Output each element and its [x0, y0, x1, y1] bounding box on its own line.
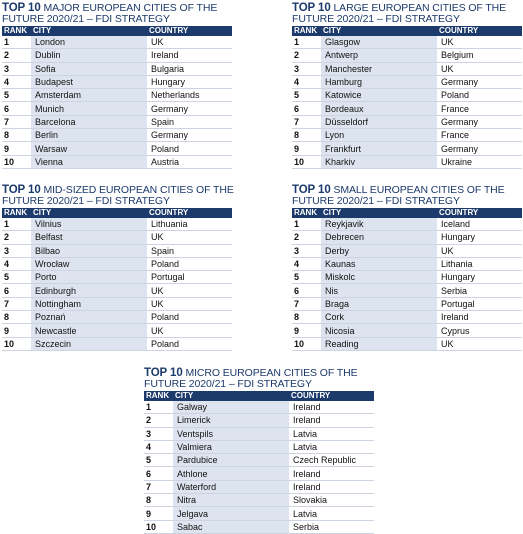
- rank-cell: 3: [2, 62, 31, 75]
- country-cell: Latvia: [289, 507, 374, 520]
- table-row: [2, 311, 232, 324]
- country-cell: UK: [437, 337, 522, 350]
- city-cell: Vilnius: [31, 218, 147, 231]
- city-cell: Reykjavik: [321, 218, 437, 231]
- title-line-2: FUTURE 2020/21 – FDI STRATEGY: [292, 195, 460, 207]
- header-country: COUNTRY: [437, 208, 522, 218]
- country-cell: Spain: [147, 115, 232, 128]
- city-cell: Amsterdam: [31, 89, 147, 102]
- city-cell: Katowice: [321, 89, 437, 102]
- rank-cell: 10: [2, 337, 31, 350]
- city-cell: Antwerp: [321, 49, 437, 62]
- city-cell: Waterford: [173, 480, 289, 493]
- rank-cell: 5: [292, 271, 321, 284]
- header-country: COUNTRY: [437, 26, 522, 36]
- table-row: [2, 297, 232, 310]
- table-row: [144, 467, 374, 480]
- table-row: [292, 62, 522, 75]
- rank-cell: 6: [2, 284, 31, 297]
- table-row: [292, 284, 522, 297]
- country-cell: France: [437, 129, 522, 142]
- country-cell: Belgium: [437, 49, 522, 62]
- country-cell: UK: [147, 231, 232, 244]
- rank-cell: 10: [292, 337, 321, 350]
- table-block-mid-sized: [2, 185, 232, 351]
- table-header-row: [2, 26, 232, 36]
- rank-cell: 3: [292, 244, 321, 257]
- city-cell: Hamburg: [321, 75, 437, 88]
- city-cell: Lyon: [321, 129, 437, 142]
- header-city: CITY: [31, 26, 147, 36]
- country-cell: Germany: [147, 102, 232, 115]
- country-cell: UK: [437, 36, 522, 49]
- block-title: [292, 185, 522, 207]
- table-row: [292, 49, 522, 62]
- country-cell: Poland: [437, 89, 522, 102]
- city-cell: Galway: [173, 401, 289, 414]
- city-cell: Sofia: [31, 62, 147, 75]
- block-title: [2, 3, 232, 25]
- header-country: COUNTRY: [147, 26, 232, 36]
- rank-cell: 8: [144, 494, 173, 507]
- table-block-major: [2, 3, 232, 169]
- table-row: [144, 401, 374, 414]
- table-row: [292, 115, 522, 128]
- table-row: [2, 36, 232, 49]
- table-row: [292, 337, 522, 350]
- country-cell: France: [437, 102, 522, 115]
- rank-cell: 4: [292, 75, 321, 88]
- header-rank: RANK: [2, 26, 31, 36]
- table-block-large: [292, 3, 522, 169]
- table-row: [2, 142, 232, 155]
- table-block-small: [292, 185, 522, 351]
- table-row: [292, 129, 522, 142]
- rank-cell: 7: [2, 115, 31, 128]
- country-cell: Czech Republic: [289, 454, 374, 467]
- table-header-row: [144, 391, 374, 401]
- city-cell: Manchester: [321, 62, 437, 75]
- rank-cell: 9: [292, 324, 321, 337]
- table-row: [2, 89, 232, 102]
- table-row: [292, 218, 522, 231]
- city-cell: Berlin: [31, 129, 147, 142]
- city-cell: Jelgava: [173, 507, 289, 520]
- table-row: [292, 155, 522, 168]
- country-cell: Hungary: [437, 271, 522, 284]
- rank-cell: 1: [292, 36, 321, 49]
- header-city: CITY: [173, 391, 289, 401]
- country-cell: Cyprus: [437, 324, 522, 337]
- table-row: [144, 440, 374, 453]
- city-cell: Cork: [321, 311, 437, 324]
- rank-cell: 2: [292, 49, 321, 62]
- title-lead: TOP 10: [144, 367, 183, 379]
- table-row: [2, 324, 232, 337]
- block-title: [2, 185, 232, 207]
- city-cell: Nicosia: [321, 324, 437, 337]
- table-block-micro: [144, 368, 374, 534]
- city-cell: Porto: [31, 271, 147, 284]
- title-lead: TOP 10: [292, 2, 331, 14]
- title-line-2: FUTURE 2020/21 – FDI STRATEGY: [2, 195, 170, 207]
- rank-cell: 3: [144, 427, 173, 440]
- table-row: [2, 244, 232, 257]
- country-cell: Ireland: [289, 480, 374, 493]
- city-cell: Warsaw: [31, 142, 147, 155]
- rank-cell: 5: [144, 454, 173, 467]
- rank-cell: 5: [292, 89, 321, 102]
- table-row: [292, 231, 522, 244]
- country-cell: Poland: [147, 142, 232, 155]
- rank-cell: 9: [292, 142, 321, 155]
- city-cell: Bilbao: [31, 244, 147, 257]
- table-row: [292, 89, 522, 102]
- country-cell: Netherlands: [147, 89, 232, 102]
- city-cell: Valmiera: [173, 440, 289, 453]
- rank-cell: 1: [292, 218, 321, 231]
- table-row: [292, 75, 522, 88]
- city-cell: Sabac: [173, 520, 289, 533]
- ranking-table: [292, 26, 522, 169]
- rank-cell: 8: [292, 311, 321, 324]
- country-cell: UK: [147, 284, 232, 297]
- rank-cell: 7: [292, 297, 321, 310]
- table-row: [2, 257, 232, 270]
- city-cell: Barcelona: [31, 115, 147, 128]
- country-cell: Germany: [147, 129, 232, 142]
- rank-cell: 4: [2, 257, 31, 270]
- rank-cell: 6: [292, 284, 321, 297]
- rank-cell: 1: [2, 36, 31, 49]
- table-row: [292, 36, 522, 49]
- ranking-table: [2, 208, 232, 351]
- table-row: [144, 494, 374, 507]
- title-lead: TOP 10: [2, 184, 41, 196]
- country-cell: Poland: [147, 257, 232, 270]
- table-row: [144, 480, 374, 493]
- country-cell: UK: [437, 244, 522, 257]
- country-cell: Serbia: [437, 284, 522, 297]
- table-row: [292, 297, 522, 310]
- ranking-table: [144, 391, 374, 534]
- ranking-table: [2, 26, 232, 169]
- rank-cell: 4: [292, 257, 321, 270]
- table-row: [2, 75, 232, 88]
- table-row: [2, 337, 232, 350]
- header-country: COUNTRY: [289, 391, 374, 401]
- city-cell: Düsseldorf: [321, 115, 437, 128]
- table-row: [2, 129, 232, 142]
- rank-cell: 9: [144, 507, 173, 520]
- city-cell: Athlone: [173, 467, 289, 480]
- table-row: [144, 454, 374, 467]
- country-cell: Hungary: [437, 231, 522, 244]
- country-cell: Ireland: [147, 49, 232, 62]
- country-cell: UK: [147, 297, 232, 310]
- city-cell: London: [31, 36, 147, 49]
- country-cell: Ukraine: [437, 155, 522, 168]
- table-row: [144, 507, 374, 520]
- country-cell: Latvia: [289, 440, 374, 453]
- table-row: [144, 414, 374, 427]
- country-cell: Poland: [147, 337, 232, 350]
- country-cell: Portugal: [147, 271, 232, 284]
- rank-cell: 1: [2, 218, 31, 231]
- rank-cell: 7: [292, 115, 321, 128]
- rank-cell: 6: [2, 102, 31, 115]
- country-cell: Ireland: [289, 414, 374, 427]
- rank-cell: 3: [292, 62, 321, 75]
- city-cell: Derby: [321, 244, 437, 257]
- city-cell: Wrocław: [31, 257, 147, 270]
- city-cell: Kaunas: [321, 257, 437, 270]
- title-line-2: FUTURE 2020/21 – FDI STRATEGY: [292, 13, 460, 25]
- country-cell: Iceland: [437, 218, 522, 231]
- table-row: [292, 244, 522, 257]
- table-row: [2, 155, 232, 168]
- city-cell: Glasgow: [321, 36, 437, 49]
- title-lead: TOP 10: [292, 184, 331, 196]
- rank-cell: 4: [144, 440, 173, 453]
- country-cell: UK: [147, 324, 232, 337]
- country-cell: Latvia: [289, 427, 374, 440]
- city-cell: Pardubice: [173, 454, 289, 467]
- table-row: [2, 271, 232, 284]
- table-header-row: [292, 26, 522, 36]
- country-cell: Lithania: [437, 257, 522, 270]
- city-cell: Poznań: [31, 311, 147, 324]
- table-row: [2, 62, 232, 75]
- rank-cell: 8: [2, 129, 31, 142]
- city-cell: Debrecen: [321, 231, 437, 244]
- rank-cell: 5: [2, 271, 31, 284]
- city-cell: Bordeaux: [321, 102, 437, 115]
- city-cell: Vienna: [31, 155, 147, 168]
- city-cell: Limerick: [173, 414, 289, 427]
- rank-cell: 1: [144, 401, 173, 414]
- block-title: [144, 368, 374, 390]
- city-cell: Nottingham: [31, 297, 147, 310]
- rank-cell: 3: [2, 244, 31, 257]
- rank-cell: 6: [292, 102, 321, 115]
- rank-cell: 2: [292, 231, 321, 244]
- city-cell: Belfast: [31, 231, 147, 244]
- city-cell: Kharkiv: [321, 155, 437, 168]
- rank-cell: 10: [2, 155, 31, 168]
- country-cell: Ireland: [289, 401, 374, 414]
- rank-cell: 10: [144, 520, 173, 533]
- country-cell: Slovakia: [289, 494, 374, 507]
- title-line-2: FUTURE 2020/21 – FDI STRATEGY: [2, 13, 170, 25]
- table-row: [2, 218, 232, 231]
- table-row: [292, 142, 522, 155]
- header-city: CITY: [31, 208, 147, 218]
- country-cell: Spain: [147, 244, 232, 257]
- rank-cell: 2: [2, 49, 31, 62]
- country-cell: Ireland: [289, 467, 374, 480]
- title-line-1: MICRO EUROPEAN CITIES OF THE: [182, 367, 358, 379]
- rank-cell: 4: [2, 75, 31, 88]
- table-row: [292, 102, 522, 115]
- rank-cell: 8: [292, 129, 321, 142]
- header-rank: RANK: [2, 208, 31, 218]
- header-country: COUNTRY: [147, 208, 232, 218]
- rank-cell: 7: [2, 297, 31, 310]
- rank-cell: 2: [2, 231, 31, 244]
- table-row: [2, 102, 232, 115]
- country-cell: UK: [147, 36, 232, 49]
- country-cell: Serbia: [289, 520, 374, 533]
- city-cell: Reading: [321, 337, 437, 350]
- title-lead: TOP 10: [2, 2, 41, 14]
- city-cell: Munich: [31, 102, 147, 115]
- table-row: [2, 115, 232, 128]
- city-cell: Nitra: [173, 494, 289, 507]
- country-cell: Portugal: [437, 297, 522, 310]
- rank-cell: 5: [2, 89, 31, 102]
- rank-cell: 6: [144, 467, 173, 480]
- table-row: [292, 311, 522, 324]
- header-rank: RANK: [144, 391, 173, 401]
- city-cell: Frankfurt: [321, 142, 437, 155]
- city-cell: Braga: [321, 297, 437, 310]
- table-header-row: [292, 208, 522, 218]
- title-line-1: LARGE EUROPEAN CITIES OF THE: [330, 2, 507, 14]
- header-city: CITY: [321, 26, 437, 36]
- rank-cell: 7: [144, 480, 173, 493]
- country-cell: Hungary: [147, 75, 232, 88]
- city-cell: Nis: [321, 284, 437, 297]
- title-line-1: MID-SIZED EUROPEAN CITIES OF THE: [40, 184, 234, 196]
- rank-cell: 10: [292, 155, 321, 168]
- table-row: [2, 231, 232, 244]
- city-cell: Dublin: [31, 49, 147, 62]
- city-cell: Budapest: [31, 75, 147, 88]
- country-cell: UK: [437, 62, 522, 75]
- rank-cell: 2: [144, 414, 173, 427]
- block-title: [292, 3, 522, 25]
- table-row: [292, 324, 522, 337]
- country-cell: Germany: [437, 142, 522, 155]
- country-cell: Ireland: [437, 311, 522, 324]
- city-cell: Ventspils: [173, 427, 289, 440]
- header-rank: RANK: [292, 208, 321, 218]
- title-line-1: SMALL EUROPEAN CITIES OF THE: [330, 184, 505, 196]
- table-row: [144, 427, 374, 440]
- country-cell: Germany: [437, 115, 522, 128]
- title-line-1: MAJOR EUROPEAN CITIES OF THE: [40, 2, 218, 14]
- country-cell: Bulgaria: [147, 62, 232, 75]
- header-city: CITY: [321, 208, 437, 218]
- ranking-table: [292, 208, 522, 351]
- rank-cell: 9: [2, 324, 31, 337]
- table-row: [2, 49, 232, 62]
- rank-cell: 9: [2, 142, 31, 155]
- table-row: [144, 520, 374, 533]
- title-line-2: FUTURE 2020/21 – FDI STRATEGY: [144, 378, 312, 390]
- city-cell: Edinburgh: [31, 284, 147, 297]
- country-cell: Lithuania: [147, 218, 232, 231]
- city-cell: Newcastle: [31, 324, 147, 337]
- city-cell: Szczecin: [31, 337, 147, 350]
- country-cell: Austria: [147, 155, 232, 168]
- city-cell: Miskolc: [321, 271, 437, 284]
- country-cell: Poland: [147, 311, 232, 324]
- table-row: [292, 271, 522, 284]
- country-cell: Germany: [437, 75, 522, 88]
- table-row: [2, 284, 232, 297]
- rank-cell: 8: [2, 311, 31, 324]
- table-header-row: [2, 208, 232, 218]
- table-row: [292, 257, 522, 270]
- header-rank: RANK: [292, 26, 321, 36]
